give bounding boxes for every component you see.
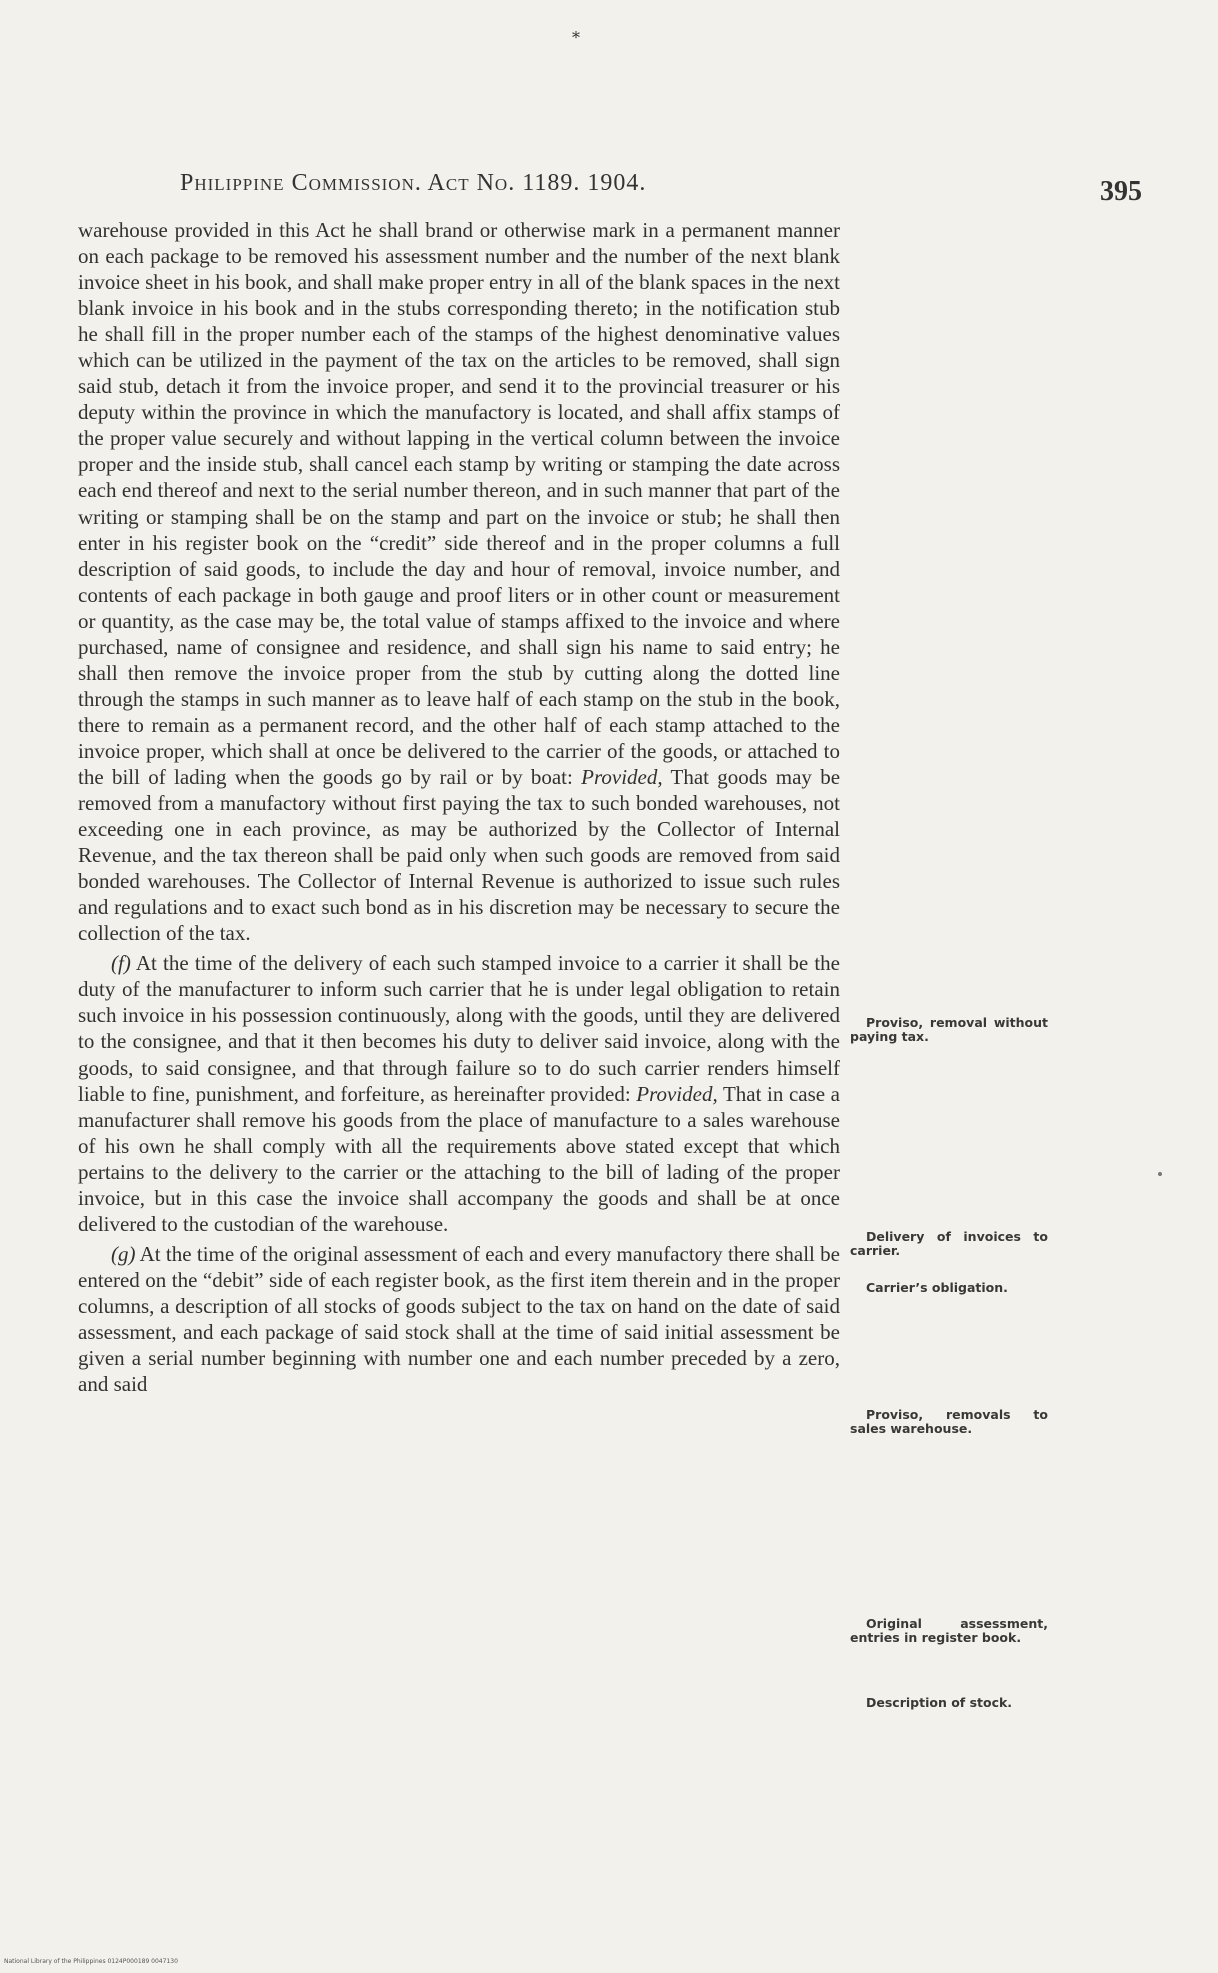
clause-label: (g) xyxy=(111,1241,136,1266)
paper-speck xyxy=(1158,1172,1162,1176)
paragraph-continued xyxy=(78,217,840,946)
paragraph-text: At the time of the original assessment of each and every manufactory there shall be entered on the “debit” side of each register book, as the first item therein and in the proper columns, a description of all stocks of goods subject to the tax on hand on the date of said assessment, and each package of said stock shall at the time of said initial assessment be given a serial number beginning with number one and each number preceded by a zero, and said xyxy=(78,1241,841,1397)
scan-footer: National Library of the Philippines 0124P000189 0047130 xyxy=(4,1958,178,1965)
top-mark: * xyxy=(572,28,580,47)
running-head: Philippine Commission. Act No. 1189. 1904. xyxy=(180,170,647,196)
margin-note: Delivery of invoices to carrier. xyxy=(850,1229,1048,1258)
body-text xyxy=(78,217,840,1397)
page-number: 395 xyxy=(1100,176,1142,207)
margin-note: Carrier’s obligation. xyxy=(866,1280,1008,1295)
margin-note: Original assessment, entries in register book. xyxy=(850,1616,1048,1645)
paragraph-text: That goods may be removed from a manufactory without first paying the tax to such bonded warehouses, not exceeding one in each province, as may be authorized by the Collector of Internal Revenue, and the tax thereon shall be paid only when such goods are removed from said bonded warehouses. The Collector of Internal Revenue is authorized to issue such rules and regulations and to exact such bond as in his discretion may be necessary to secure the collection of the tax. xyxy=(78,764,841,946)
paragraph-text: warehouse provided in this Act he shall brand or otherwise mark in a permanent manner on each package to be removed his assessment number and the number of the next blank invoice sheet in his book, and shall make proper entry in all of the blank spaces in the next blank invoice in his book and in the stubs corresponding thereto; in the notification stub he shall fill in the proper number each of the stamps of the highest denominative values which can be utilized in the payment of the tax on the articles to be removed, shall sign said stub, detach it from the invoice proper, and send it to the provincial treasurer or his deputy within the province in which the manufactory is located, and shall affix stamps of the proper value securely and without lapping in the vertical column between the invoice proper and the inside stub, shall cancel each stamp by writing or stamping the date across each end thereof and next to the serial number thereon, and in such manner that part of the writing or stamping shall be on the stamp and part on the invoice or stub; he shall then enter in his register book on the “credit” side thereof and in the proper columns a full description of said goods, to include the day and hour of removal, invoice number, and contents of each package in both gauge and proof liters or in other count or measurement or quantity, as the case may be, the total value of stamps affixed to the invoice and where purchased, name of consignee and residence, and shall sign his name to said entry; he shall then remove the invoice proper from the stub by cutting along the dotted line through the stamps in such manner as to leave half of each stamp on the stub in the book, there to remain as a permanent record, and the other half of each stamp attached to the invoice proper, which shall at once be delivered to the carrier of the goods, or attached to the bill of lading when the goods go by rail or by boat: xyxy=(78,218,840,789)
proviso-keyword: Provided, xyxy=(581,764,663,789)
margin-note: Description of stock. xyxy=(866,1695,1013,1710)
paragraph-text: At the time of the delivery of each such stamped invoice to a carrier it shall be the duty of the manufacturer to inform such carrier that he is under legal obligation to retain such invoice in his possession continuously, along with the goods, until they are delivered to the consignee, and that it then becomes his duty to deliver said invoice, along with the goods, to said consignee, and that through failure so to do such carrier renders himself liable to fine, punishment, and forfeiture, as hereinafter provided: xyxy=(78,951,841,1106)
paragraph-g xyxy=(78,1241,840,1397)
margin-note: Proviso, removal without paying tax. xyxy=(850,1015,1048,1044)
paragraph-f xyxy=(78,950,840,1237)
paragraph-text: That in case a manufacturer shall remove his goods from the place of manufacture to a sales warehouse of his own he shall comply with all the requirements above stated except that which pertains to the delivery to the carrier or the attaching to the bill of lading of the proper invoice, but in this case the invoice shall accompany the goods and shall be at once delivered to the custodian of the warehouse. xyxy=(78,1081,840,1236)
proviso-keyword: Provided, xyxy=(636,1081,718,1106)
clause-label: (f) xyxy=(111,951,131,976)
margin-note: Proviso, removals to sales warehouse. xyxy=(850,1407,1048,1436)
